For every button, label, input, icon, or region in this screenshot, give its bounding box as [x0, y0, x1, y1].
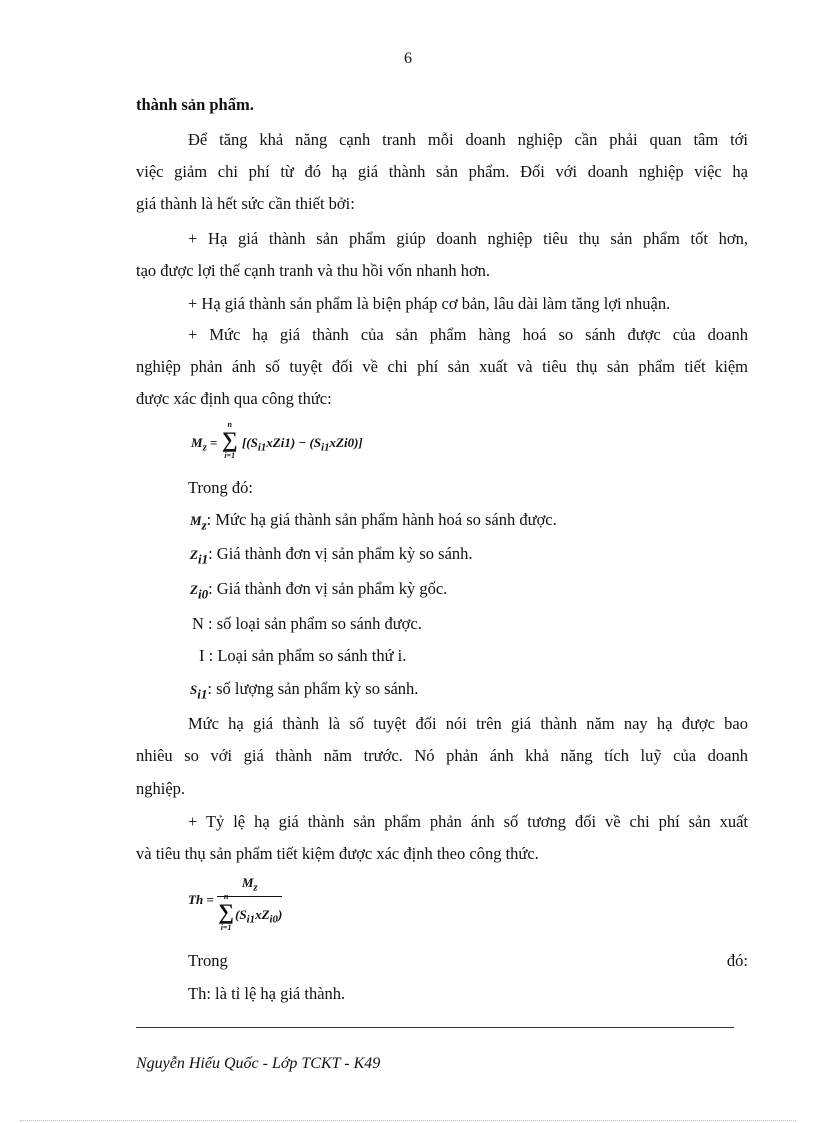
- definition-item: I : Loại sản phẩm so sánh thứ i.: [199, 646, 407, 665]
- bullet-line: tạo được lợi thế cạnh tranh và thu hồi vốn nhanh hơn.: [136, 261, 491, 280]
- footer-divider: [136, 1027, 734, 1028]
- definition-item: $Z_{i1}$: Giá thành đơn vị sản phẩm kỳ so sánh.: [190, 544, 473, 567]
- paragraph-line: giá thành là hết sức cần thiết bởi:: [136, 194, 355, 213]
- th-definition: Th: là tỉ lệ hạ giá thành.: [188, 984, 346, 1003]
- sum-symbol: n ∑ i=1: [221, 420, 238, 460]
- bullet-line: + Hạ giá thành sản phẩm là biện pháp cơ bản, lâu dài làm tăng lợi nhuận.: [188, 294, 671, 313]
- paragraph-line: Để tăng khả năng cạnh tranh mỗi doanh nghiệp cần phải quan tâm tới: [188, 130, 748, 149]
- definition-item: $S_{i1}$: số lượng sản phẩm kỳ so sánh.: [190, 679, 419, 702]
- bullet-line: nghiệp phản ánh số tuyệt đối về chi phí sản xuất và tiêu thụ sản phẩm tiết kiệm: [136, 357, 748, 376]
- bullet-line: và tiêu thụ sản phẩm tiết kiệm được xác định theo công thức.: [136, 844, 539, 863]
- paragraph-line: nghiệp.: [136, 779, 186, 798]
- definition-item: $M_z$: Mức hạ giá thành sản phẩm hành hoá so sánh được.: [190, 510, 557, 533]
- formula-mz: $M_z$ = n ∑ i=1 $[(S_{i1}xZi1) - (S_{i1}xZi0)]$: [191, 420, 363, 460]
- formula-th: Th = $M_z$ n ∑ i=1 $(S_{i1}xZ_{i0})$: [188, 875, 283, 932]
- where-label-left: Trong: [188, 951, 228, 970]
- definition-item: N : số loại sản phẩm so sánh được.: [192, 614, 422, 633]
- paragraph-line: Mức hạ giá thành là số tuyệt đối nói trên giá thành năm nay hạ được bao: [188, 714, 748, 733]
- bullet-line: + Tỷ lệ hạ giá thành sản phẩm phản ánh số tương đối về chi phí sản xuất: [188, 812, 748, 831]
- bullet-line: + Mức hạ giá thành của sản phẩm hàng hoá so sánh được của doanh: [188, 325, 748, 344]
- definition-item: $Z_{i0}$: Giá thành đơn vị sản phẩm kỳ gốc.: [190, 579, 448, 602]
- paragraph-line: nhiêu so với giá thành năm trước. Nó phản ánh khả năng tích luỹ của doanh: [136, 746, 748, 765]
- page-bottom-border: [20, 1120, 796, 1121]
- bullet-line: được xác định qua công thức:: [136, 389, 332, 408]
- page-number: 6: [404, 50, 412, 67]
- fraction: $M_z$ n ∑ i=1 $(S_{i1}xZ_{i0})$: [218, 875, 283, 932]
- where-label-right: đó:: [726, 951, 748, 970]
- section-heading: thành sản phẩm.: [136, 95, 254, 114]
- formula-lhs: M: [191, 435, 203, 450]
- paragraph-line: việc giảm chi phí từ đó hạ giá thành sản phẩm. Đối với doanh nghiệp việc hạ: [136, 162, 748, 181]
- bullet-line: + Hạ giá thành sản phẩm giúp doanh nghiệp tiêu thụ sản phẩm tốt hơn,: [188, 229, 748, 248]
- where-label: Trong đó:: [188, 478, 253, 497]
- footer-author: Nguyễn Hiếu Quốc - Lớp TCKT - K49: [136, 1055, 381, 1072]
